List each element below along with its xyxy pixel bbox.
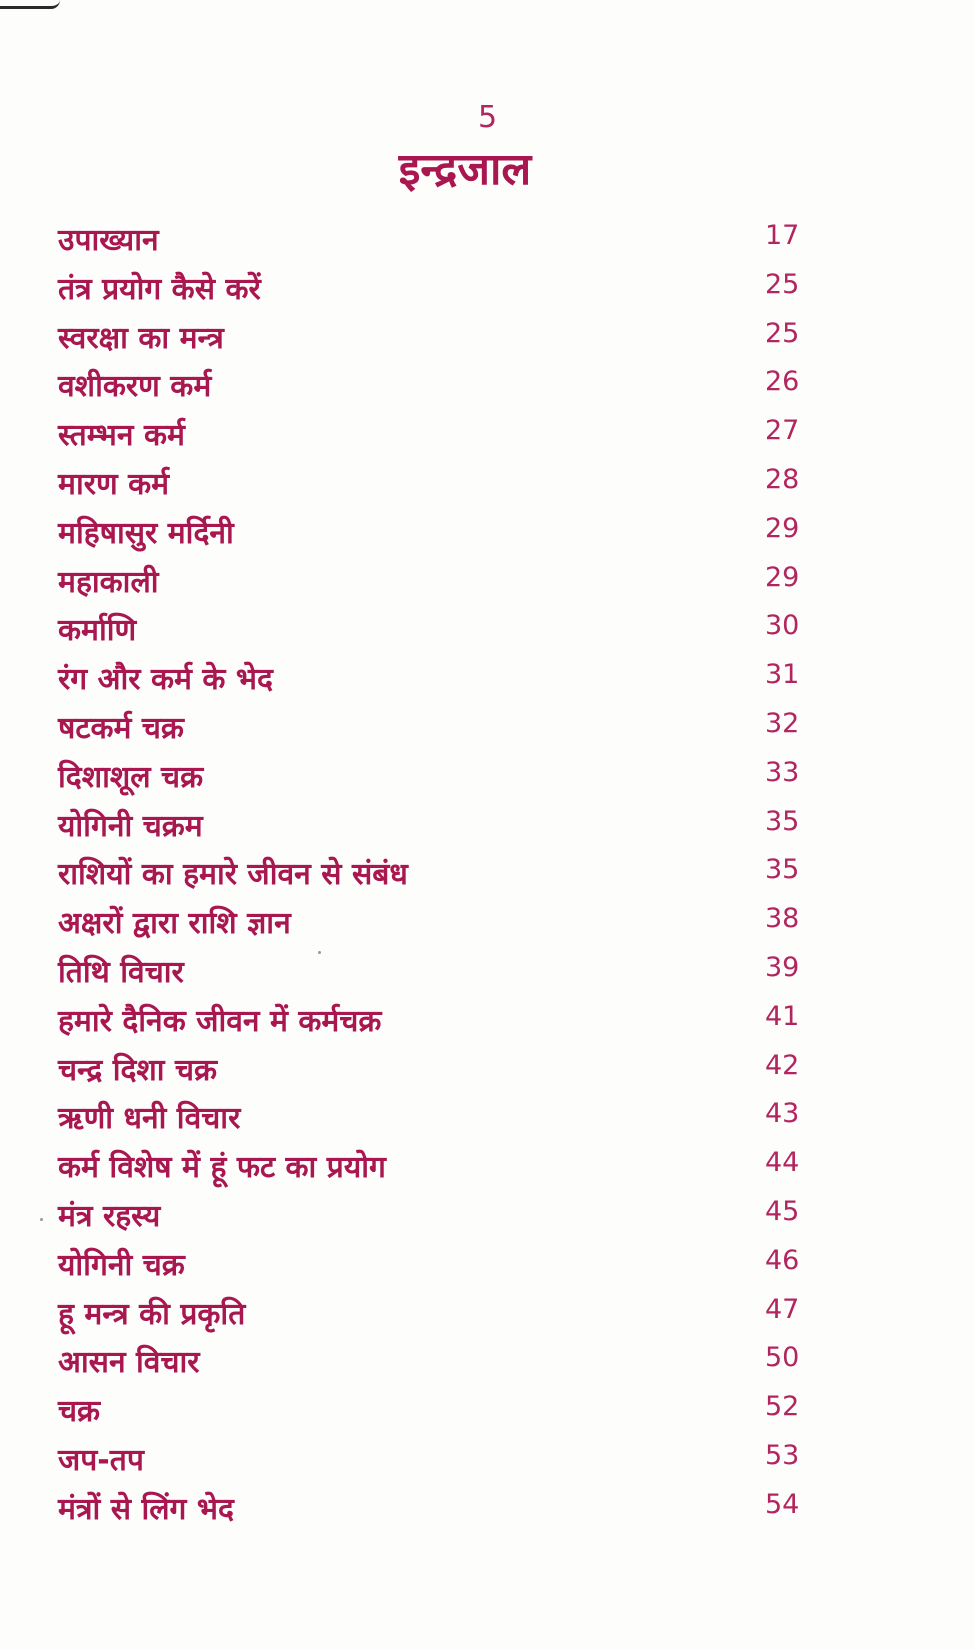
toc-entry-page: 52 (765, 1391, 800, 1423)
toc-entry-title: रंग और कर्म के भेद (58, 662, 273, 698)
toc-entry-page: 25 (765, 268, 800, 300)
toc-entry (50, 1334, 850, 1383)
toc-entry-page: 35 (765, 854, 800, 886)
toc-entry-title: मंत्र रहस्य (58, 1198, 161, 1234)
toc-entry-page: 43 (765, 1098, 800, 1130)
toc-entry-title: स्वरक्षा का मन्त्र (58, 320, 224, 356)
toc-entry-title: ऋणी धनी विचार (58, 1101, 241, 1137)
toc-entry-page: 46 (765, 1244, 800, 1276)
toc-entry-title: स्तम्भन कर्म (58, 418, 185, 454)
toc-entry-title: दिशाशूल चक्र (58, 759, 204, 795)
toc-entry-title: आसन विचार (58, 1345, 200, 1381)
toc-entry-title: कर्म विशेष में हूं फट का प्रयोग (58, 1150, 386, 1186)
toc-entry (50, 1139, 850, 1188)
toc-entry (50, 1286, 850, 1335)
toc-entry-title: हू मन्त्र की प्रकृति (58, 1296, 246, 1332)
toc-entry-page: 29 (765, 561, 800, 593)
toc-entry-page: 38 (765, 903, 800, 935)
toc-entry-title: चन्द्र दिशा चक्र (58, 1052, 218, 1088)
print-speck (40, 1218, 43, 1221)
toc-entry (50, 1481, 850, 1530)
toc-entry-page: 42 (765, 1049, 800, 1081)
toc-entry-page: 26 (765, 366, 800, 398)
toc-entry-title: अक्षरों द्वारा राशि ज्ञान (58, 906, 291, 942)
toc-entry-title: जप-तप (58, 1442, 144, 1478)
toc-entry-page: 28 (765, 463, 800, 495)
toc-entry-title: महाकाली (58, 564, 159, 600)
toc-entry-title: उपाख्यान (58, 223, 159, 258)
page-number: 5 (477, 100, 498, 135)
toc-entry (50, 554, 850, 603)
toc-entry-page: 44 (765, 1147, 800, 1179)
toc-entry (50, 602, 850, 651)
toc-entry (50, 212, 850, 261)
toc-entry (50, 993, 850, 1042)
toc-entry (50, 407, 850, 456)
toc-entry (50, 749, 850, 798)
toc-entry-title: मारण कर्म (58, 466, 170, 502)
toc-entry-page: 17 (765, 220, 800, 251)
toc-entry (50, 798, 850, 847)
toc-entry (50, 1042, 850, 1091)
toc-entry (50, 1383, 850, 1432)
toc-entry-page: 39 (765, 951, 800, 983)
table-of-contents (50, 212, 850, 1530)
toc-entry (50, 1432, 850, 1481)
toc-entry (50, 358, 850, 407)
toc-entry-page: 27 (765, 415, 800, 447)
toc-entry (50, 456, 850, 505)
toc-entry-page: 31 (765, 659, 800, 691)
toc-entry-title: मंत्रों से लिंग भेद (58, 1491, 234, 1527)
toc-entry-page: 25 (765, 317, 800, 349)
toc-entry-title: महिषासुर मर्दिनी (58, 515, 234, 551)
toc-entry (50, 700, 850, 749)
toc-entry (50, 261, 850, 310)
toc-entry (50, 310, 850, 359)
toc-entry-title: योगिनी चक्रम (58, 808, 203, 844)
toc-entry-title: चक्र (58, 1394, 101, 1430)
toc-entry-page: 53 (765, 1439, 800, 1471)
toc-entry-page: 32 (765, 707, 800, 739)
toc-entry (50, 1237, 850, 1286)
toc-entry-title: हमारे दैनिक जीवन में कर्मचक्र (58, 1003, 382, 1039)
toc-entry-title: योगिनी चक्र (58, 1247, 185, 1283)
toc-entry-page: 33 (765, 756, 800, 788)
toc-entry (50, 1090, 850, 1139)
toc-entry (50, 651, 850, 700)
toc-entry-title: कर्माणि (58, 613, 137, 649)
toc-entry-page: 54 (765, 1488, 800, 1520)
toc-entry-page: 41 (765, 1000, 800, 1032)
toc-entry-title: वशीकरण कर्म (58, 369, 212, 405)
toc-entry (50, 944, 850, 993)
toc-entry-page: 50 (765, 1342, 800, 1374)
toc-entry (50, 846, 850, 895)
toc-entry (50, 505, 850, 554)
toc-entry (50, 895, 850, 944)
toc-entry-title: षटकर्म चक्र (58, 710, 184, 746)
toc-entry-page: 45 (765, 1195, 800, 1227)
toc-entry-page: 35 (765, 805, 800, 837)
toc-entry-page: 29 (765, 512, 800, 544)
toc-entry-page: 30 (765, 610, 800, 642)
toc-entry-title: राशियों का हमारे जीवन से संबंध (58, 857, 408, 893)
page-corner-mark (0, 0, 60, 9)
contents-title: इन्द्रजाल (398, 144, 532, 195)
toc-entry-title: तंत्र प्रयोग कैसे करें (58, 271, 261, 307)
toc-entry-page: 47 (765, 1293, 800, 1325)
print-speck (318, 951, 321, 954)
toc-entry-title: तिथि विचार (58, 954, 184, 990)
toc-entry (50, 1188, 850, 1237)
